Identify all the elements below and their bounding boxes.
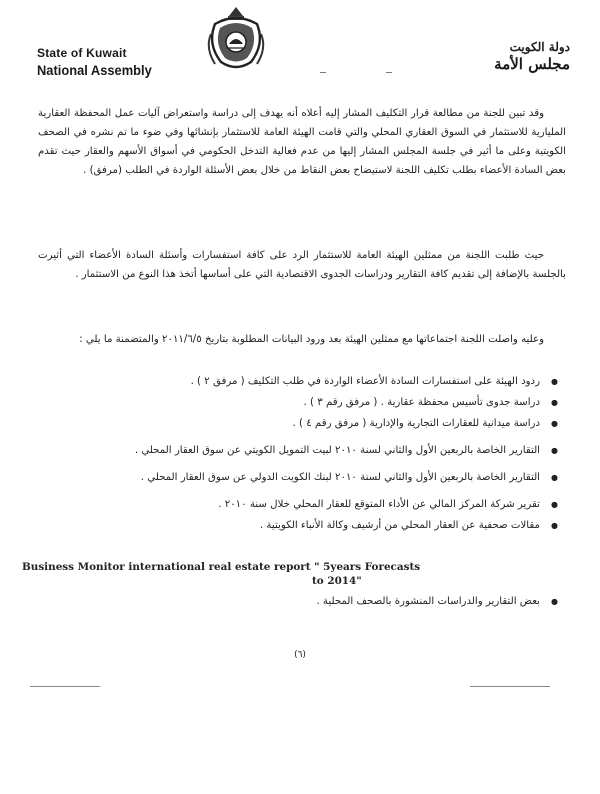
paragraph-1: وقد تبين للجنة من مطالعة قرار التكليف المشار إليه أعلاه أنه يهدف إلى دراسة واستعراض آليات عمل المحفظة العقارية المليارية للاستثمار في السوق العقاري المحلي والتي قامت الهيئة العامة للاستثمار بإنشائها وفي ضوء ما تم نشره في الصحف الكويتية وعلى ما أثير في جلسة المجلس المشار إليها من عدم فعالية التدخل الحكومي في أسواق الأسهم والعقار حيث تقدم بعض السادة الأعضاء بطلب تكليف اللجنة لاستيضاح بعض النقاط من خلال بعض الأسئلة الواردة في الطلب (مرفق) . [38,108,566,176]
footer-rule [30,686,100,687]
header-english [37,46,197,78]
header-dash-mark [386,72,392,73]
paragraph-2: حيث طلبت اللجنة من ممثلين الهيئة العامة للاستثمار الرد على كافة استفسارات وأسئلة السادة الأعضاء التي أثيرت بالجلسة بالإضافة إلى تقديم كافة التقارير ودراسات الجدوى الاقتصادية التي على أساسها أتخذ هذا النوع من الاستثمار . [38,250,566,280]
state-of-kuwait-label: State of Kuwait [37,46,127,60]
list-item: ● دراسة جدوى تأسيس محفظة عقارية . ( مرفق رقم ٣ ) . [38,393,558,412]
national-assembly-arabic-label: مجلس الأمة [494,55,570,73]
english-report-line2: to 2014" [312,575,362,587]
page-number: (٦) [294,650,306,660]
header-arabic [430,40,570,73]
english-report-line1: Business Monitor international real estate report " 5years Forecasts [22,561,421,573]
footer-rule [470,686,550,687]
list-item: ● التقارير الخاصة بالربعين الأول والثاني لسنة ٢٠١٠ لبنك الكويت الدولي عن سوق العقار المحلي . [38,468,558,487]
state-of-kuwait-arabic-label: دولة الكويت [509,40,570,54]
national-assembly-label: National Assembly [37,62,152,78]
paragraph-3: وعليه واصلت اللجنة اجتماعاتها مع ممثلين الهيئة بعد ورود البيانات المطلوبة بتاريخ ٢٠١١/٦/٥ والمتضمنة ما يلي : [79,334,544,345]
header-dash-mark [320,72,326,73]
attachments-list [38,372,558,537]
list-item: ● ردود الهيئة على استفسارات السادة الأعضاء الواردة في طلب التكليف ( مرفق ٢ ) . [38,372,558,391]
english-report-item [22,560,452,588]
list-item: ● دراسة ميدانية للعقارات التجارية والإدارية ( مرفق رقم ٤ ) . [38,414,558,433]
list-item: ● التقارير الخاصة بالربعين الأول والثاني لسنة ٢٠١٠ لبيت التمويل الكويتي عن سوق العقار المحلي . [38,441,558,460]
list-item: ● تقرير شركة المركز المالي عن الأداء المتوقع للعقار المحلي خلال سنة ٢٠١٠ . [38,495,558,514]
list-item: ● بعض التقارير والدراسات المنشورة بالصحف المحلية . [38,592,558,611]
attachments-list-end [38,592,558,613]
kuwait-emblem-icon [205,4,267,74]
list-item: ● مقالات صحفية عن العقار المحلي من أرشيف وكالة الأنباء الكويتية . [38,516,558,535]
